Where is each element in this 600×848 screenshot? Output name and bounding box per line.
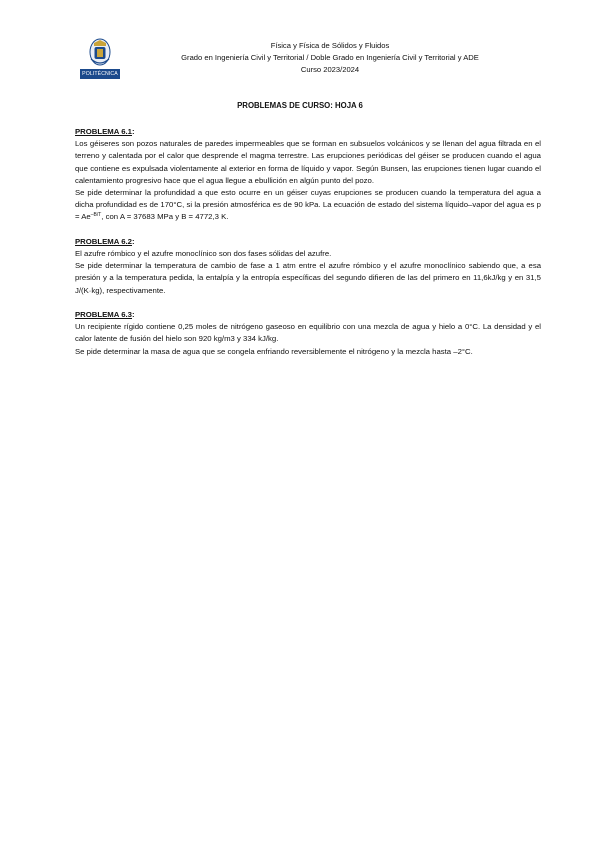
problem-title: PROBLEMA 6.2:	[75, 236, 135, 246]
logo-caption: POLITÉCNICA	[80, 69, 120, 79]
problem-question: Se pide determinar la masa de agua que se congela enfriando reversiblemente el nitrógeno y la mezcla hasta –2°C.	[75, 346, 473, 356]
page-title: PROBLEMAS DE CURSO: HOJA 6	[237, 101, 363, 110]
problems-list	[75, 126, 541, 370]
problem-6-2	[75, 236, 541, 297]
academic-year: Curso 2023/2024	[300, 65, 360, 74]
degree-name: Grado en Ingeniería Civil y Territorial / Doble Grado en Ingeniería Civil y Territorial y ADE	[181, 53, 479, 62]
course-name: Física y Física de Sólidos y Fluidos	[270, 41, 390, 50]
problem-title: PROBLEMA 6.1:	[75, 127, 135, 136]
upm-crest-icon	[80, 37, 120, 71]
document-header	[130, 40, 530, 76]
problem-title: PROBLEMA 6.3:	[75, 310, 135, 320]
problem-question: Se pide determinar la temperatura de cambio de fase a 1 atm entre el azufre rómbico y el azufre monoclínico sabiendo que, a esa presión y a la temperatura pedida, la entalpía y la entropía específicas del segundo difieren de las del primero en 11,6kJ/kg y en 31,5 J/(K·kg), respectivamente.	[75, 261, 541, 295]
problem-6-1	[75, 126, 541, 224]
problem-statement: Un recipiente rígido contiene 0,25 moles de nitrógeno gaseoso en equilibrio con una mezcla de agua y hielo a 0°C. La densidad y el calor latente de fusión del hielo son 920 kg/m3 y 334 kJ/kg.	[75, 322, 541, 344]
problem-statement: Los géiseres son pozos naturales de paredes impermeables que se forman en subsuelos volcánicos y se llenan del agua filtrada en el terreno y calentada por el calor que desprende el magma terrestre. Las erupciones periódicas del géiser se producen cuando el agua que contiene es expulsada violentamente al exterior en forma de líquido y vapor. Según Bunsen, las erupciones tienen lugar cuando el calentamiento progresivo hace que el agua llegue a ebullición en algún punto del pozo.	[75, 139, 541, 185]
problem-statement: El azufre rómbico y el azufre monoclínico son dos fases sólidas del azufre.	[75, 249, 332, 259]
exponent: –B/T	[90, 212, 102, 219]
problem-question: Se pide determinar la profundidad a que esto ocurre en un géiser cuyas erupciones se producen cuando la temperatura del agua a dicha profundidad es de 170°C, si la presión atmosférica es de 90 kPa. La ecuación de estado del sistema líquido–vapor del agua es $p = Ae^{-B/T}$, con A = 37683 MPa y B = 4772,3 K.	[75, 188, 541, 222]
problem-6-3	[75, 309, 541, 358]
